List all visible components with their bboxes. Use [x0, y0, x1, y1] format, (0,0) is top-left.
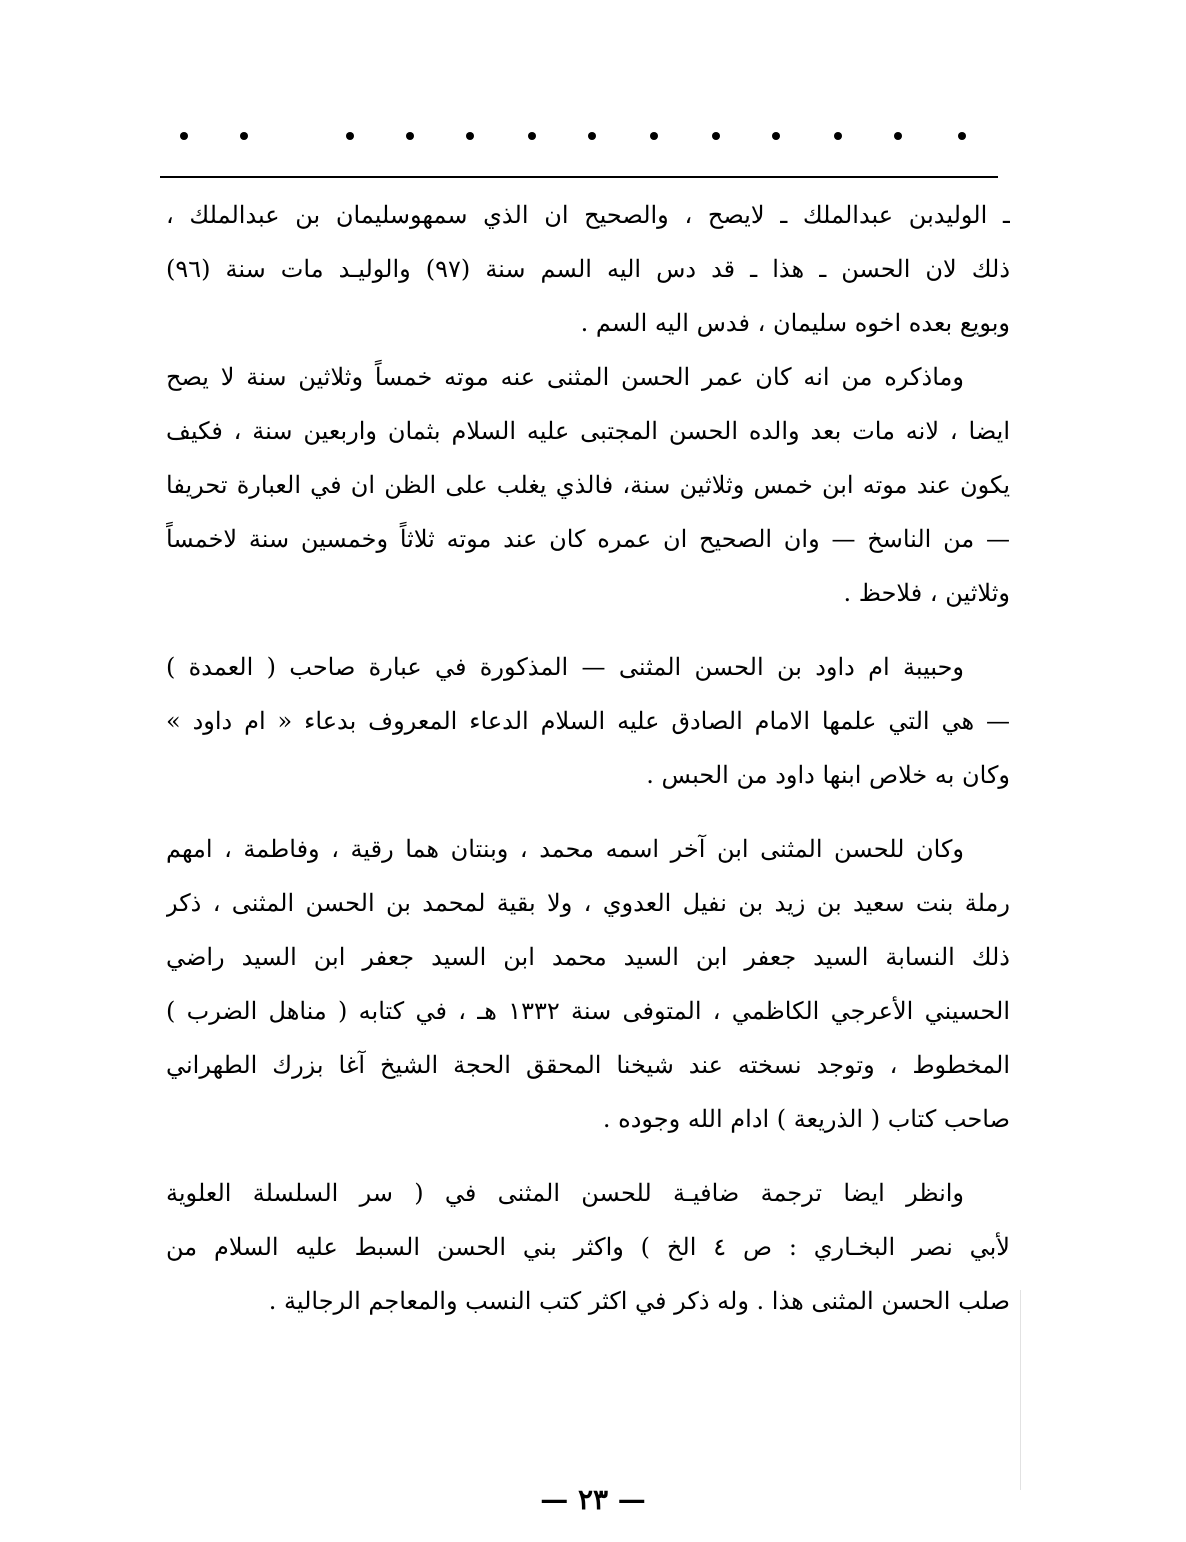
- ornament-dot: [712, 132, 720, 140]
- ornament-dot: [240, 132, 248, 140]
- text-line: ايضا ، لانه مات بعد والده الحسن المجتبى عليه السلام بثمان واربعين سنة ، فكيف: [166, 417, 1010, 445]
- ornament-dot: [650, 132, 658, 140]
- text-line: وماذكره من انه كان عمر الحسن المثنى عنه موته خمساً وثلاثين سنة لا يصح: [166, 363, 964, 391]
- ornament-dot: [958, 132, 966, 140]
- paragraph: [166, 640, 1010, 802]
- text-line: وبويع بعده اخوه سليمان ، فدس اليه السم .: [580, 309, 1010, 337]
- paragraph: [166, 1166, 1010, 1328]
- paragraph: [166, 822, 1010, 1146]
- ornament-dot: [528, 132, 536, 140]
- text-line: وكان به خلاص ابنها داود من الحبس .: [646, 761, 1010, 789]
- ornament-dot: [406, 132, 414, 140]
- scan-edge-line: [1020, 1290, 1021, 1490]
- text-line: — هي التي علمها الامام الصادق عليه السلام الدعاء المعروف بدعاء « ام داود »: [166, 707, 1010, 735]
- text-line: لأبي نصر البخـاري : ص ٤ الخ ) واكثر بني الحسن السبط عليه السلام من: [166, 1233, 1010, 1261]
- ornament-dot: [588, 132, 596, 140]
- text-line: وكان للحسن المثنى ابن آخر اسمه محمد ، وبنتان هما رقية ، وفاطمة ، امهم: [166, 835, 964, 863]
- header-dots-ornament: [168, 118, 988, 158]
- ornament-dot: [834, 132, 842, 140]
- ornament-dot: [466, 132, 474, 140]
- header-rule: [160, 176, 998, 178]
- page-number: — ٢٣ —: [540, 1483, 646, 1516]
- ornament-dot: [180, 132, 188, 140]
- text-line: ذلك لان الحسن ـ هذا ـ قد دس اليه السم سنة (٩٧) والوليـد مات سنة (٩٦): [166, 255, 1010, 283]
- paragraph: [166, 350, 1010, 620]
- body-text: [166, 188, 1010, 1328]
- text-line: وانظر ايضا ترجمة ضافيـة للحسن المثنى في ( سر السلسلة العلوية: [166, 1179, 964, 1207]
- text-line: يكون عند موته ابن خمس وثلاثين سنة، فالذي يغلب على الظن ان في العبارة تحريفا: [166, 471, 1010, 499]
- ornament-dot: [346, 132, 354, 140]
- text-line: المخطوط ، وتوجد نسخته عند شيخنا المحقق الحجة الشيخ آغا بزرك الطهراني: [166, 1051, 1010, 1079]
- text-line: رملة بنت سعيد بن زيد بن نفيل العدوي ، ولا بقية لمحمد بن الحسن المثنى ، ذكر: [166, 889, 1010, 917]
- text-line: صلب الحسن المثنى هذا . وله ذكر في اكثر كتب النسب والمعاجم الرجالية .: [268, 1287, 1010, 1315]
- paragraph: [166, 188, 1010, 350]
- text-line: ـ الوليدبن عبدالملك ـ لايصح ، والصحيح ان الذي سمهوسليمان بن عبدالملك ،: [166, 201, 1010, 229]
- text-line: وحبيبة ام داود بن الحسن المثنى — المذكورة في عبارة صاحب ( العمدة ): [166, 653, 964, 681]
- text-line: — من الناسخ — وان الصحيح ان عمره كان عند موته ثلاثاً وخمسين سنة لاخمساً: [166, 525, 1010, 553]
- ornament-dot: [894, 132, 902, 140]
- ornament-dot: [772, 132, 780, 140]
- text-line: صاحب كتاب ( الذريعة ) ادام الله وجوده .: [602, 1105, 1010, 1133]
- text-line: وثلاثين ، فلاحظ .: [843, 579, 1010, 607]
- text-line: ذلك النسابة السيد جعفر ابن السيد محمد ابن السيد جعفر ابن السيد راضي: [166, 943, 1010, 971]
- text-line: الحسيني الأعرجي الكاظمي ، المتوفى سنة ١٣٣٢ هـ ، في كتابه ( مناهل الضرب ): [166, 997, 1010, 1025]
